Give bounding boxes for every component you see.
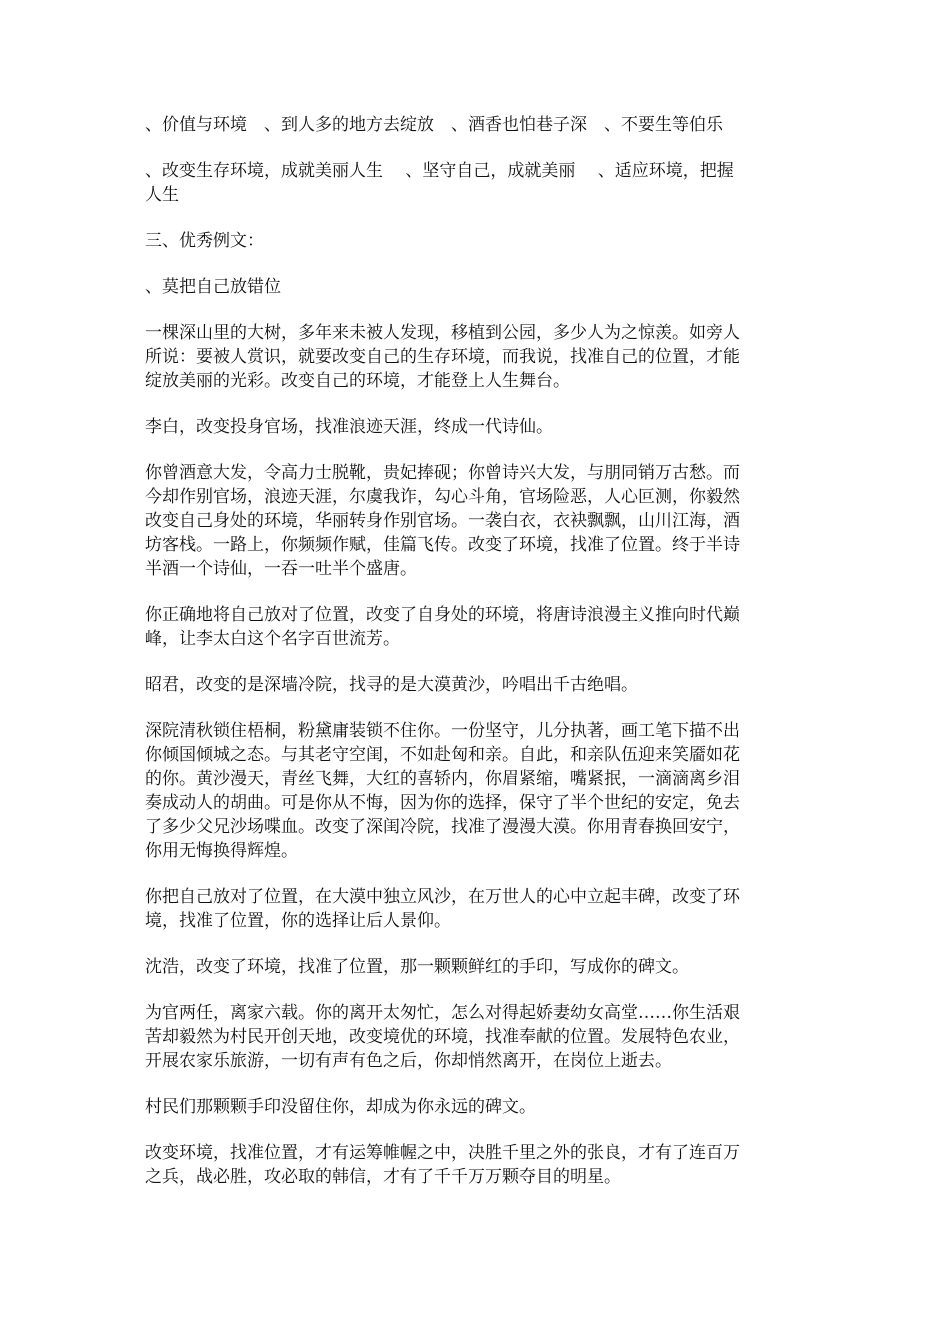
- text-line: 你正确地将自己放对了位置，改变了自身处的环境，将唐诗浪漫主义推向时代巅: [145, 605, 740, 625]
- text-line: 为官两任，离家六载。你的离开太匆忙，怎么对得起娇妻幼女高堂……你生活艰: [145, 1003, 740, 1023]
- text-line: 所说：要被人赏识，就要改变自己的生存环境，而我说，找准自己的位置，才能: [145, 347, 740, 367]
- paragraph-2: [145, 229, 810, 253]
- paragraph-7: [145, 603, 810, 651]
- paragraph-9: [145, 719, 810, 863]
- paragraph-12: [145, 1001, 810, 1073]
- text-line: 绽放美丽的光彩。改变自己的环境，才能登上人生舞台。: [145, 371, 570, 391]
- text-line: 奏成动人的胡曲。可是你从不悔，因为你的选择，保守了半个世纪的安定，免去: [145, 793, 740, 813]
- text-line: 改变自己身处的环境，华丽转身作别官场。一袭白衣，衣袂飘飘，山川江海，酒: [145, 511, 740, 531]
- text-line: 开展农家乐旅游，一切有声有色之后，你却悄然离开，在岗位上逝去。: [145, 1051, 672, 1071]
- document-body: [145, 113, 810, 1211]
- text-line: 深院清秋锁住梧桐，粉黛庸装锁不住你。一份坚守，儿分执著，画工笔下描不出: [145, 721, 740, 741]
- text-line: 沈浩，改变了环境，找准了位置，那一颗颗鲜红的手印，写成你的碑文。: [145, 957, 689, 977]
- paragraph-8: [145, 673, 810, 697]
- paragraph-11: [145, 955, 810, 979]
- text-line: 昭君，改变的是深墙冷院，找寻的是大漠黄沙，吟唱出千古绝唱。: [145, 675, 638, 695]
- text-line: 你把自己放对了位置，在大漠中独立风沙，在万世人的心中立起丰碑，改变了环: [145, 887, 740, 907]
- text-line: 你倾国倾城之态。与其老守空闺，不如赴匈和亲。自此，和亲队伍迎来笑靥如花: [145, 745, 740, 765]
- text-line: 、价值与环境 、到人多的地方去绽放 、酒香也怕巷子深 、不要生等伯乐: [145, 115, 723, 135]
- paragraph-0: [145, 113, 810, 137]
- text-line: 改变环境，找准位置，才有运筹帷幄之中，决胜千里之外的张良，才有了连百万: [145, 1143, 740, 1163]
- text-line: 、莫把自己放错位: [145, 277, 281, 297]
- text-line: 的你。黄沙漫天，青丝飞舞，大红的喜轿内，你眉紧缩，嘴紧抿，一滴滴离乡泪: [145, 769, 740, 789]
- text-line: 你用无悔换得辉煌。: [145, 841, 298, 861]
- paragraph-1: [145, 159, 810, 207]
- paragraph-14: [145, 1141, 810, 1189]
- text-line: 、改变生存环境，成就美丽人生 、坚守自己，成就美丽 、适应环境，把握: [145, 161, 734, 181]
- text-line: 人生: [145, 185, 179, 205]
- text-line: 苦却毅然为村民开创天地，改变境优的环境，找准奉献的位置。发展特色农业，: [145, 1027, 740, 1047]
- text-line: 村民们那颗颗手印没留住你，却成为你永远的碑文。: [145, 1097, 536, 1117]
- paragraph-3: [145, 275, 810, 299]
- text-line: 李白，改变投身官场，找准浪迹天涯，终成一代诗仙。: [145, 417, 553, 437]
- text-line: 坊客栈。一路上，你频频作赋，佳篇飞传。改变了环境，找准了位置。终于半诗: [145, 535, 740, 555]
- text-line: 了多少父兄沙场喋血。改变了深闺冷院，找准了漫漫大漠。你用青春换回安宁，: [145, 817, 740, 837]
- paragraph-5: [145, 415, 810, 439]
- text-line: 峰，让李太白这个名字百世流芳。: [145, 629, 400, 649]
- text-line: 今却作别官场，浪迹天涯，尔虞我诈，勾心斗角，官场险恶，人心叵测，你毅然: [145, 487, 740, 507]
- text-line: 一棵深山里的大树，多年来未被人发现，移植到公园，多少人为之惊羡。如旁人: [145, 323, 740, 343]
- paragraph-10: [145, 885, 810, 933]
- text-line: 三、优秀例文：: [145, 231, 264, 251]
- text-line: 之兵，战必胜，攻必取的韩信，才有了千千万万颗夺目的明星。: [145, 1167, 621, 1187]
- text-line: 你曾酒意大发，令高力士脱靴，贵妃捧砚；你曾诗兴大发，与朋同销万古愁。而: [145, 463, 740, 483]
- text-line: 境，找准了位置，你的选择让后人景仰。: [145, 911, 451, 931]
- text-line: 半酒一个诗仙，一吞一吐半个盛唐。: [145, 559, 417, 579]
- paragraph-13: [145, 1095, 810, 1119]
- paragraph-4: [145, 321, 810, 393]
- paragraph-6: [145, 461, 810, 581]
